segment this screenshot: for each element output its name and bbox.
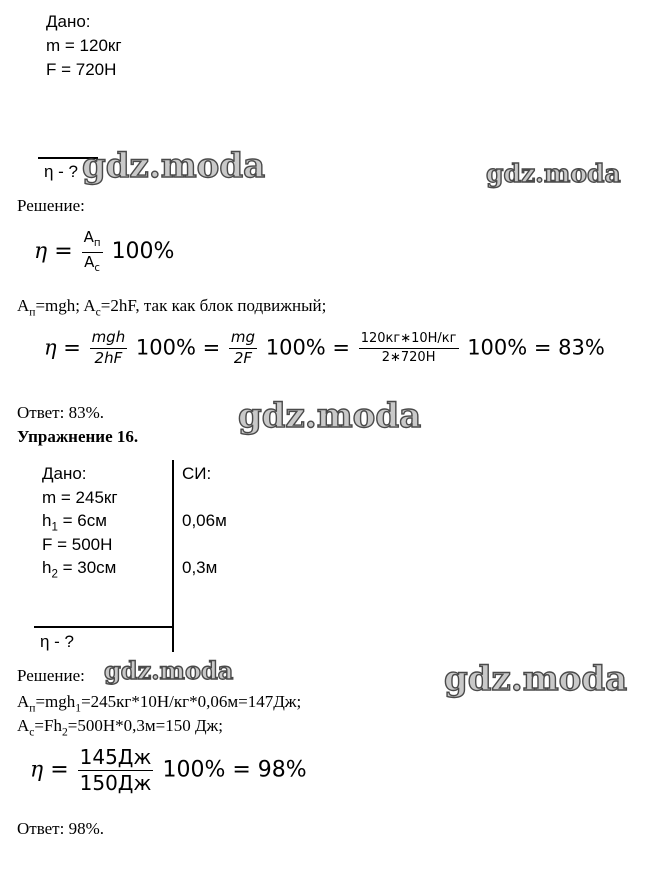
si-height-1: 0,06м [182,511,227,530]
formula-term: 100% = [135,335,221,360]
fraction-numerator: $A_п$ [83,228,101,249]
formula-tail: 100% [111,239,175,265]
eta-symbol: η [44,335,57,360]
answer-line: Ответ: 83%. [17,403,104,422]
fraction-denominator: 150Дж [79,771,152,795]
solution-label: Решение: [17,196,85,215]
fraction-denominator: 2F [233,348,253,367]
efficiency-calculation: η = $\frac{\text{mgh}}{2hF}$ 100% = $\frac{mg}{2F}$ 100% = $\frac{120кг∗10Н/кг}{2∗720Н}$ 100% = 83% [44,328,605,367]
fraction-numerator: mg [230,328,256,346]
find-efficiency: η - ? [44,162,79,181]
work-definitions-line: $A_п=mgh$; $A_с=2hF$, так как блок подвижный; [17,296,327,319]
given-height-2: $h_2 = 30см$ [42,558,117,581]
work-ratio-fraction [82,230,103,274]
watermark: gdz.moda [104,656,234,685]
formula-result: 100% = 83% [467,335,605,360]
watermark: gdz.moda [82,146,266,186]
fraction-mg-2F [229,330,257,367]
find-efficiency: η - ? [40,632,75,651]
table-vertical-line [172,460,174,652]
efficiency-formula [34,230,174,274]
watermark: gdz.moda [444,659,628,699]
si-height-2: 0,3м [182,558,218,577]
fraction-denominator: 2∗720Н [381,349,436,365]
eta-symbol: η [34,239,48,265]
fraction-numerator: mgh [91,328,126,346]
fraction-numeric [359,332,459,364]
given-height-1: $h_1 = 6см$ [42,511,107,534]
fraction-denominator: $A_с$ [84,252,101,274]
given-force: F = 500Н [42,535,113,554]
given-label: Дано: [42,464,87,483]
fraction-denominator: 2hF [94,348,123,367]
table-horizontal-line [34,626,173,628]
fraction-mgh-2hF [90,330,128,367]
total-work-line: $A_с=Fh_2=500Н*0,3м=150$ Дж; [17,716,224,739]
fraction-numerator: 145Дж [79,745,152,769]
work-ratio-fraction [78,747,154,794]
eta-symbol: η [30,757,44,783]
solution-label: Решение: [17,666,85,685]
useful-work-line: $A_п=mgh_1=245кг*10Н/кг*0,06м=147Дж$; [17,692,302,715]
watermark: gdz.moda [238,396,422,436]
watermark: gdz.moda [486,159,621,188]
fraction-numerator: 120кг∗10Н/кг [360,331,457,347]
given-force: F = 720Н [46,60,117,79]
exercise-title: Упражнение 16. [17,427,139,446]
equals-sign: = [54,239,80,265]
answer-line: Ответ: 98%. [17,819,104,838]
efficiency-result-formula: η = $\frac{145Дж}{150Дж}$ 100% = 98% [30,745,307,795]
si-label: СИ: [182,464,212,483]
formula-term: 100% = [265,335,351,360]
fraction-bar [359,348,459,349]
given-mass: m = 120кг [46,36,122,55]
given-mass: m = 245кг [42,488,118,507]
formula-result: 100% = 98% [162,757,307,783]
given-label: Дано: [46,12,91,31]
